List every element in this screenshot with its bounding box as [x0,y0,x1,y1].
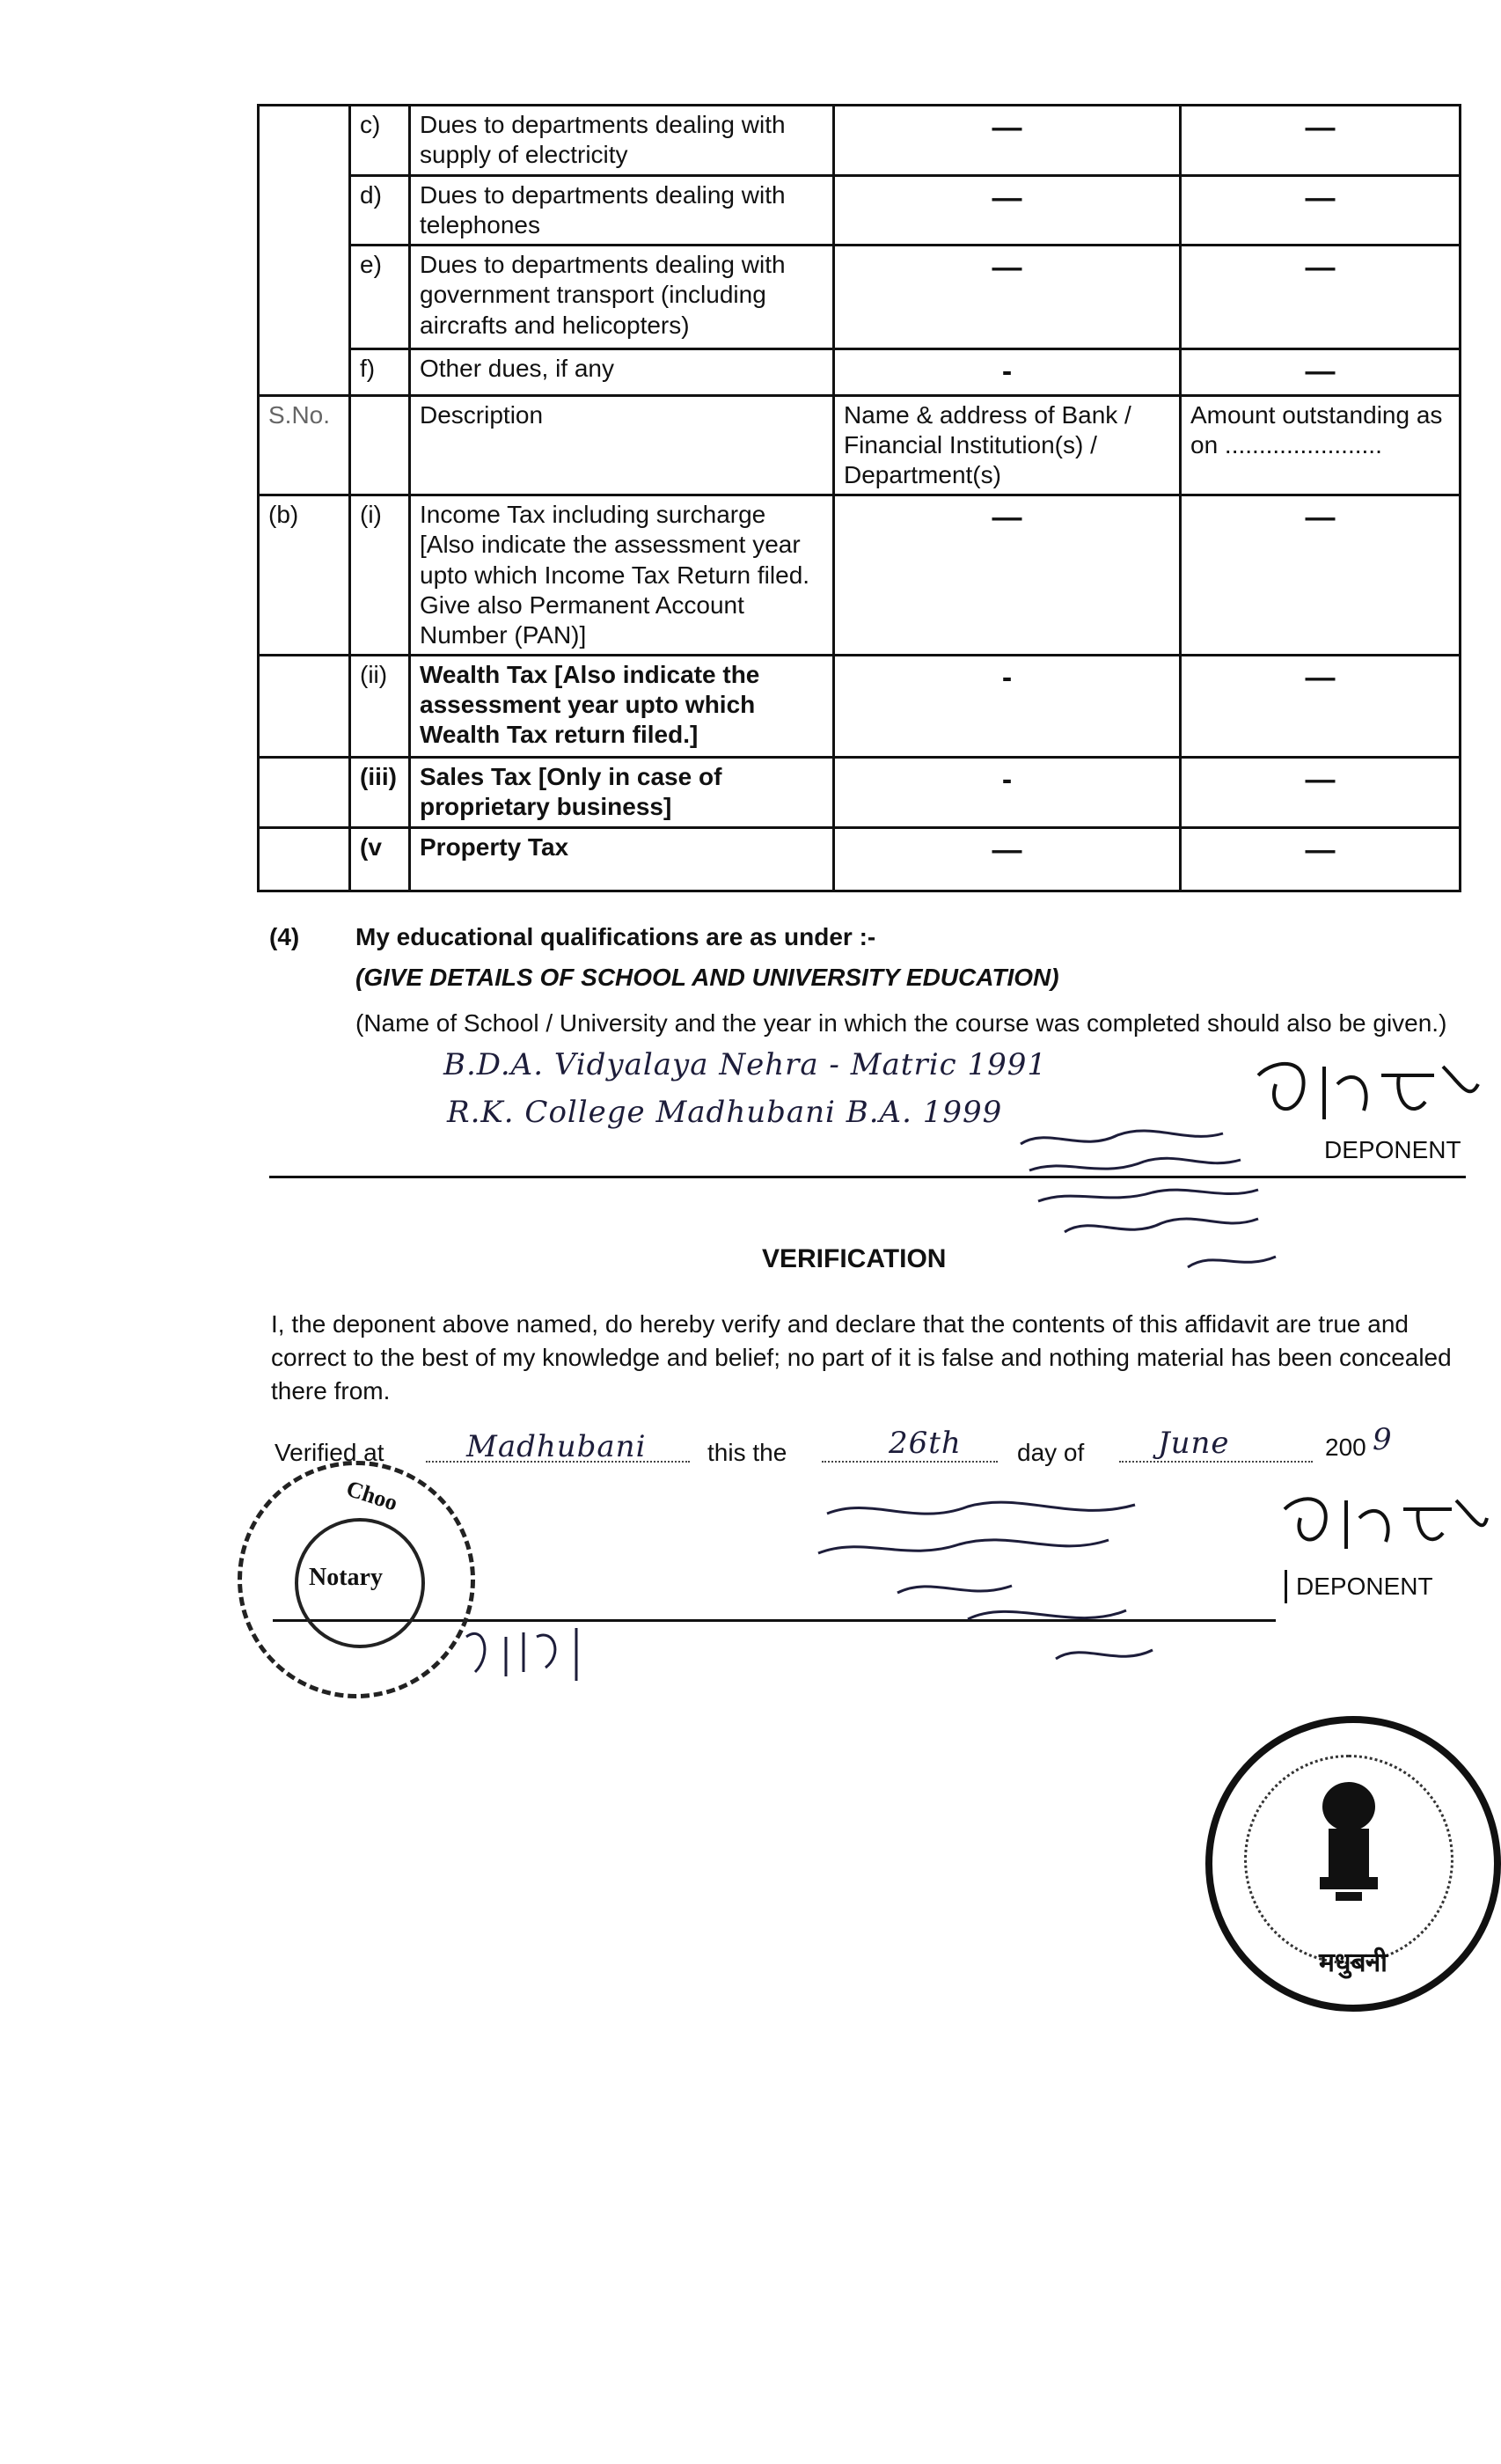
deponent-label-1: DEPONENT [1324,1136,1461,1163]
row-amount: — [1181,349,1461,395]
row-sub: (ii) [350,656,410,758]
handwritten-education-line-1: B.D.A. Vidyalaya Nehra - Matric 1991 [443,1047,1047,1082]
row-sub: d) [350,176,410,246]
row-sub: f) [350,349,410,395]
verification-title: VERIFICATION [762,1244,947,1273]
row-sub: c) [350,106,410,176]
row-description: Other dues, if any [410,349,834,395]
blank-sno-cell [259,828,350,891]
blank-sno-cell [259,106,350,396]
row-description: Dues to departments dealing with supply of electricity [410,106,834,176]
education-instruction: (GIVE DETAILS OF SCHOOL AND UNIVERSITY EDUCATION) [355,964,1059,991]
row-sub: (v [350,828,410,891]
table-row [259,349,1461,395]
table-row [259,246,1461,349]
row-description: Income Tax including surcharge [Also indicate the assessment year upto which Income Tax Return filed. Give also Permanent Account Number (PAN)] [410,495,834,656]
row-bank: — [834,176,1181,246]
verification-statement: I, the deponent above named, do hereby verify and declare that the contents of this affidavit are true and correct to the best of my knowledge and belief; no part of it is false and nothing material has been concealed there from. [271,1310,1452,1404]
verified-month: June [1158,1426,1230,1461]
row-sub: (iii) [350,758,410,828]
year-prefix: 200 [1325,1434,1366,1461]
table-header-row [259,395,1461,495]
national-emblem-icon [1309,1776,1388,1908]
table-row [259,495,1461,656]
row-bank: — [834,106,1181,176]
row-description: Dues to departments dealing with government transport (including aircrafts and helicopters) [410,246,834,349]
row-description: Wealth Tax [Also indicate the assessment year upto which Wealth Tax return filed.] [410,656,834,758]
row-amount: — [1181,656,1461,758]
education-note: (Name of School / University and the year in which the course was completed should also be given.) [355,1009,1447,1037]
header-description: Description [410,395,834,495]
table-row [259,106,1461,176]
header-sub-blank [350,395,410,495]
row-amount: — [1181,758,1461,828]
row-amount: — [1181,828,1461,891]
table-row [259,828,1461,891]
court-seal-city: मधुबनी [1319,1947,1388,1978]
row-amount: — [1181,106,1461,176]
row-sub: (i) [350,495,410,656]
row-amount: — [1181,176,1461,246]
notary-seal-arc-text: Choo [343,1475,401,1516]
table-row [259,656,1461,758]
dues-table [257,104,1461,892]
table-row [259,176,1461,246]
row-description: Sales Tax [Only in case of proprietary business] [410,758,834,828]
this-the-label: this the [707,1439,787,1466]
row-bank: - [834,656,1181,758]
row-bank: - [834,349,1181,395]
blank-sno-cell [259,656,350,758]
header-sno: S.No. [259,395,350,495]
notary-initials [458,1619,616,1690]
row-amount: — [1181,246,1461,349]
deponent-signature [1267,1487,1496,1566]
education-number: (4) [269,923,300,950]
court-seal [1205,1716,1501,2012]
row-bank: — [834,828,1181,891]
handwritten-education-line-2: R.K. College Madhubani B.A. 1999 [447,1095,1003,1130]
date-dotted-line [822,1461,998,1463]
education-heading: My educational qualifications are as under :- [355,923,876,950]
row-bank: - [834,758,1181,828]
verified-at-label: Verified at [275,1439,384,1466]
year-digit: 9 [1373,1422,1393,1457]
advocate-identification-note [1012,1118,1364,1294]
notary-seal-word: Notary [309,1564,383,1591]
day-of-label: day of [1017,1439,1085,1466]
row-description: Property Tax [410,828,834,891]
header-amount: Amount outstanding as on ....................... [1181,395,1461,495]
place-dotted-line [426,1461,690,1463]
verified-date: 26th [889,1426,962,1461]
table-row [259,758,1461,828]
row-bank: — [834,495,1181,656]
deponent-label-2: DEPONENT [1285,1570,1433,1603]
header-bank: Name & address of Bank / Financial Institution(s) / Department(s) [834,395,1181,495]
row-amount: — [1181,495,1461,656]
section-label: (b) [259,495,350,656]
blank-sno-cell [259,758,350,828]
month-dotted-line [1119,1461,1313,1463]
verified-place: Madhubani [466,1429,647,1464]
advocate-identification-note [792,1487,1249,1690]
row-description: Dues to departments dealing with telephones [410,176,834,246]
row-bank: — [834,246,1181,349]
row-sub: e) [350,246,410,349]
notary-seal [238,1461,475,1698]
